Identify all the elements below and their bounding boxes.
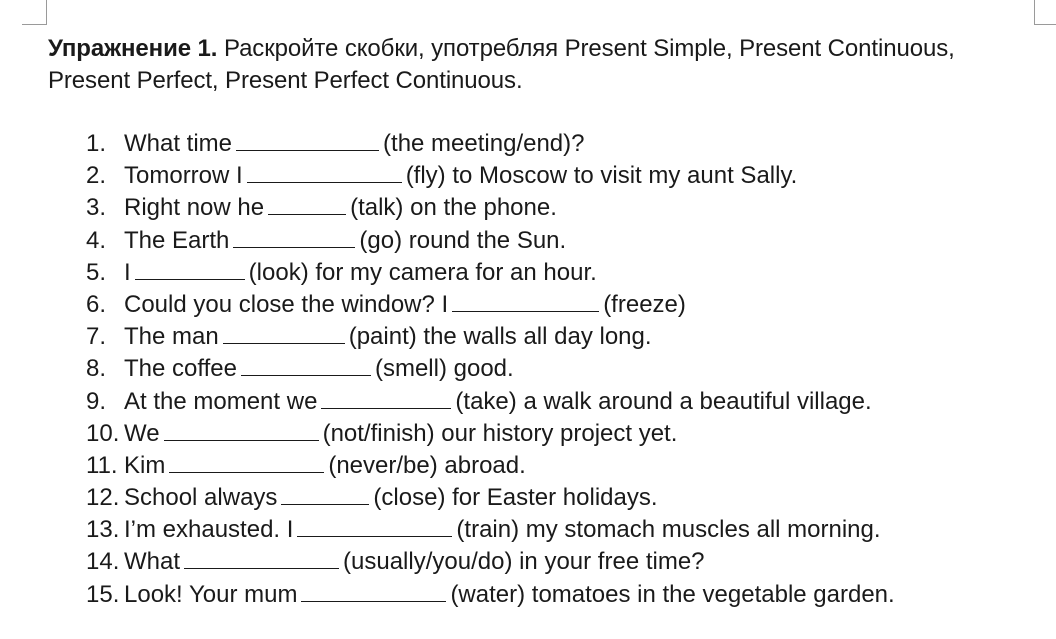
item-number: 11.	[86, 451, 118, 479]
item-text-before: What time	[124, 130, 233, 157]
item-text-before: Right now he	[124, 194, 265, 222]
item-number: 2.	[86, 162, 107, 190]
item-number: 5.	[86, 258, 107, 286]
answer-blank[interactable]	[241, 355, 371, 376]
exercise-heading	[48, 33, 1038, 97]
answer-blank[interactable]	[169, 452, 324, 473]
exercise-item	[86, 160, 1046, 192]
answer-blank[interactable]	[301, 581, 446, 602]
answer-blank[interactable]	[297, 516, 452, 537]
item-number: 8.	[86, 355, 107, 383]
item-number: 7.	[86, 323, 107, 351]
item-text-before: Look! Your mum	[124, 580, 298, 608]
item-text-after: (fly) to Moscow to visit my aunt Sally.	[405, 162, 798, 190]
item-number: 3.	[86, 194, 107, 222]
item-text-before: The coffee	[124, 355, 237, 383]
exercise-item	[86, 225, 1046, 257]
item-number: 15.	[86, 580, 120, 608]
item-text-after: (paint) the walls all day long.	[348, 323, 652, 351]
item-text-before: Kim	[124, 451, 166, 479]
answer-blank[interactable]	[321, 388, 451, 409]
exercise-item	[86, 289, 1046, 321]
exercise-label: Упражнение 1.	[48, 35, 218, 62]
item-number: 1.	[86, 130, 107, 157]
item-text-after: (train) my stomach muscles all morning.	[456, 516, 881, 544]
answer-blank[interactable]	[233, 227, 355, 248]
item-text-before: Tomorrow I	[124, 162, 243, 190]
item-text-after: (usually/you/do) in your free time?	[343, 548, 705, 576]
item-number: 12.	[86, 484, 120, 512]
exercise-item	[86, 257, 1046, 289]
item-text-after: (never/be) abroad.	[328, 451, 526, 479]
exercise-item	[86, 546, 1046, 578]
exercise-item	[86, 192, 1046, 224]
item-text-after: (the meeting/end)?	[383, 130, 585, 157]
item-text-before: Could you close the window? I	[124, 290, 449, 318]
answer-blank[interactable]	[281, 484, 369, 505]
item-text-before: I’m exhausted. I	[124, 516, 294, 544]
exercise-item	[86, 514, 1046, 546]
page-corner-mark-left	[22, 0, 47, 25]
exercise-item	[86, 321, 1046, 353]
item-text-before: At the moment we	[124, 387, 318, 415]
answer-blank[interactable]	[223, 323, 345, 344]
answer-blank[interactable]	[164, 420, 319, 441]
item-text-after: (take) a walk around a beautiful village.	[455, 387, 872, 415]
exercise-item	[86, 450, 1046, 482]
item-text-after: (close) for Easter holidays.	[373, 484, 658, 512]
item-text-before: The man	[124, 323, 219, 351]
answer-blank[interactable]	[184, 548, 339, 569]
item-text-before: School always	[124, 484, 278, 512]
item-text-before: What	[124, 548, 181, 576]
exercise-item	[86, 353, 1046, 385]
exercise-item	[86, 482, 1046, 514]
exercise-list	[86, 128, 1046, 611]
answer-blank[interactable]	[135, 259, 245, 280]
exercise-item	[86, 579, 1046, 611]
item-text-after: (look) for my camera for an hour.	[248, 258, 597, 286]
answer-blank[interactable]	[236, 130, 379, 151]
item-number: 4.	[86, 226, 107, 254]
item-text-after: (smell) good.	[374, 355, 514, 383]
item-text-before: I	[124, 258, 131, 286]
item-text-before: The Earth	[124, 226, 230, 254]
item-number: 10.	[86, 419, 120, 447]
answer-blank[interactable]	[247, 162, 402, 183]
item-text-before: We	[124, 419, 160, 447]
item-text-after: (water) tomatoes in the vegetable garden.	[450, 580, 895, 608]
answer-blank[interactable]	[268, 194, 346, 215]
exercise-item	[86, 128, 1046, 160]
item-number: 13.	[86, 516, 120, 544]
item-text-after: (freeze)	[603, 290, 686, 318]
exercise-instruction: Раскройте скобки, употребляя Present Simple, Present Continuous, Present Perfect, Present Perfect Continuous.	[48, 35, 955, 94]
item-text-after: (not/finish) our history project yet.	[322, 419, 678, 447]
answer-blank[interactable]	[452, 291, 599, 312]
item-number: 14.	[86, 548, 120, 576]
item-text-after: (go) round the Sun.	[359, 226, 567, 254]
exercise-item	[86, 386, 1046, 418]
item-number: 6.	[86, 290, 107, 318]
exercise-item	[86, 418, 1046, 450]
item-text-after: (talk) on the phone.	[350, 194, 557, 222]
page-corner-mark-right	[1034, 0, 1056, 25]
item-number: 9.	[86, 387, 107, 415]
